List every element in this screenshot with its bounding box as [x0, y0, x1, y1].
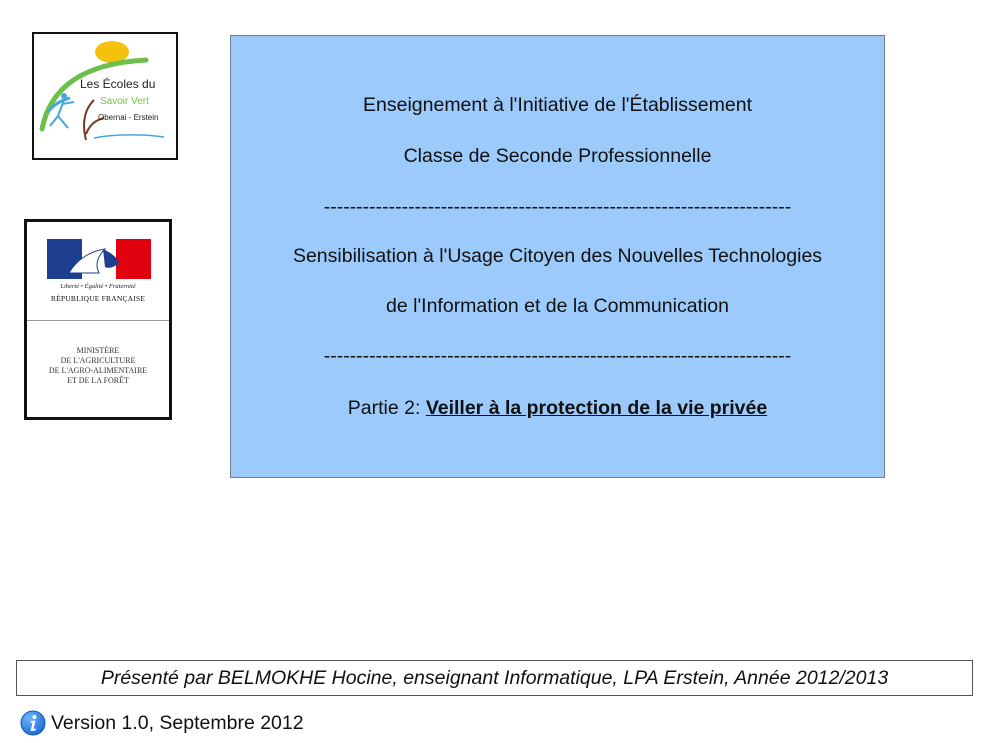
- info-icon: [20, 710, 46, 736]
- separator-line: ------------------------------------------------------------------------: [323, 196, 792, 218]
- sun-shape: [95, 41, 129, 63]
- part-heading: [231, 397, 884, 420]
- course-title-line1: Sensibilisation à l'Usage Citoyen des Nouvelles Technologies: [292, 245, 823, 267]
- program-title: Enseignement à l'Initiative de l'Établissement: [363, 94, 752, 116]
- ministry-line: ET DE LA FORÊT: [67, 376, 129, 385]
- ministry-line: DE L'AGRICULTURE: [60, 356, 136, 365]
- ministry-logo: [24, 219, 172, 420]
- figure-head: [61, 93, 67, 99]
- republic-name: RÉPUBLIQUE FRANÇAISE: [50, 294, 146, 303]
- logo-divider: [27, 320, 169, 321]
- republic-motto: Liberté • Égalité • Fraternité: [60, 283, 136, 290]
- version-line: [20, 709, 304, 737]
- school-logo-line2: Savoir Vert: [100, 96, 149, 107]
- version-text: Version 1.0, Septembre 2012: [51, 711, 304, 734]
- presenter-credit: Présenté par BELMOKHE Hocine, enseignant Informatique, LPA Erstein, Année 2012/2013: [16, 660, 973, 696]
- underline-swoosh: [94, 135, 164, 138]
- class-title: Classe de Seconde Professionnelle: [403, 145, 712, 167]
- title-box: [230, 35, 885, 478]
- school-logo: [32, 32, 178, 160]
- school-logo-line3: Obernai - Erstein: [98, 113, 159, 122]
- separator-line: ------------------------------------------------------------------------: [323, 345, 792, 367]
- marianne-flag: [47, 239, 151, 279]
- ministry-name: [27, 346, 169, 386]
- ministry-line: MINISTÈRE: [76, 346, 120, 355]
- part-prefix: Partie 2:: [347, 397, 426, 419]
- ministry-line: DE L'AGRO-ALIMENTAIRE: [48, 366, 148, 375]
- school-logo-line1: Les Écoles du: [80, 77, 156, 91]
- part-title: Veiller à la protection de la vie privée: [425, 397, 768, 419]
- course-title-line2: de l'Information et de la Communication: [386, 295, 729, 317]
